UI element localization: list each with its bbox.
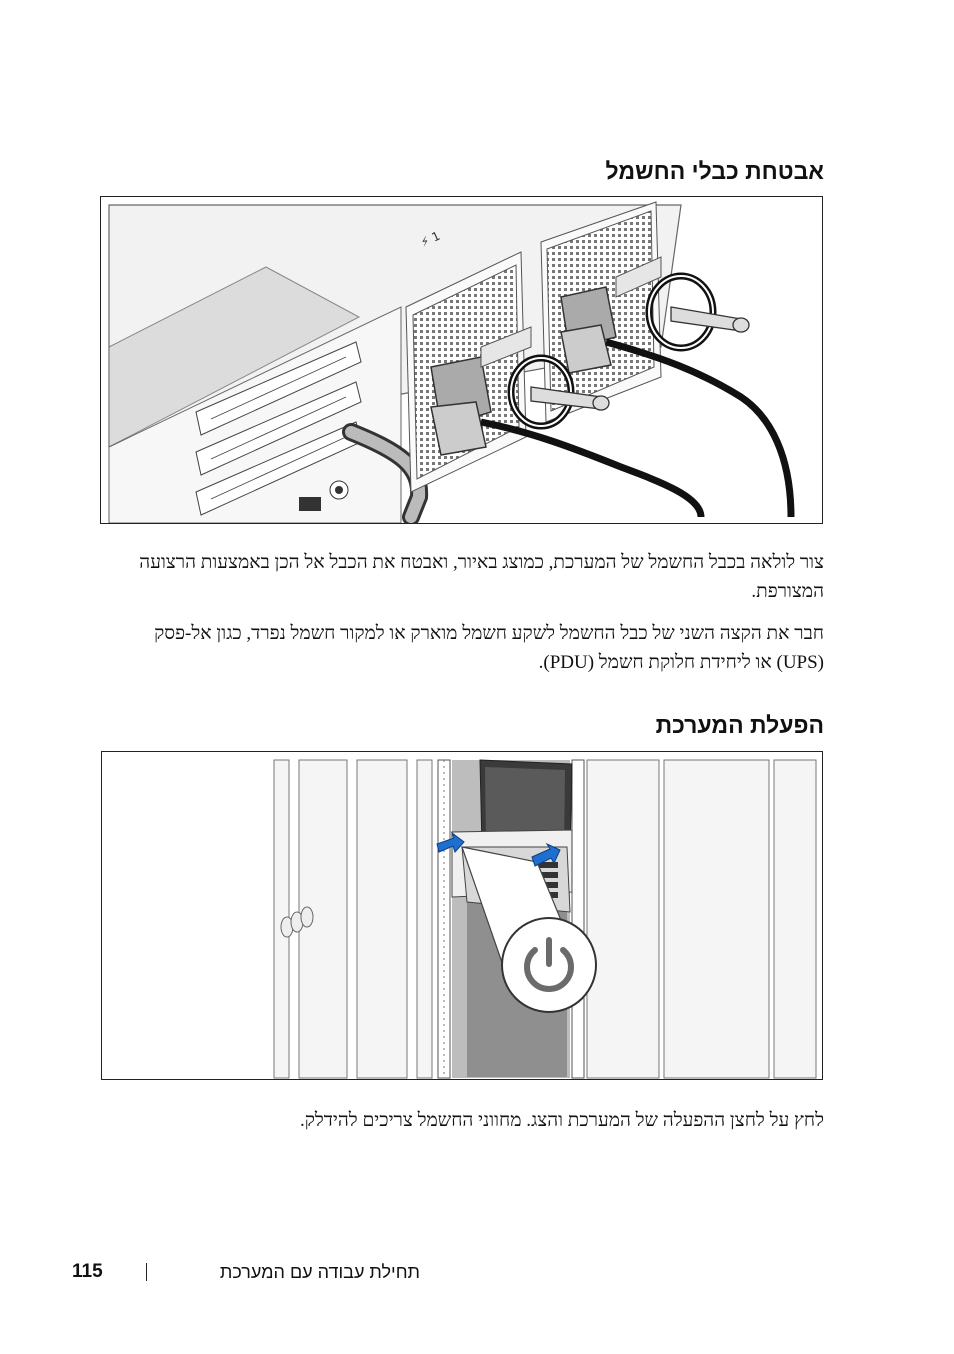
paragraph-press-power: לחץ על לחצן ההפעלה של המערכת והצג. מחווני החשמל צריכים להידלק. bbox=[299, 1110, 824, 1131]
page-number: 115 bbox=[72, 1261, 103, 1282]
svg-text:⚡ 1: ⚡ 1 bbox=[418, 228, 443, 250]
power-cable-figure bbox=[100, 196, 823, 524]
paragraph-connect-outlet: חבר את הקצה השני של כבל החשמל לשקע חשמל מוארק או למקור חשמל נפרד, כגון אל-פסק (UPS) או ליחידת חלוקת חשמל (PDU). bbox=[154, 623, 824, 673]
section-heading-power-on: הפעלת המערכת bbox=[655, 712, 824, 738]
power-cable-illustration bbox=[101, 197, 822, 523]
section-heading-power-cables: אבטחת כבלי החשמל bbox=[605, 158, 824, 184]
power-on-illustration bbox=[102, 752, 822, 1079]
power-on-figure bbox=[101, 751, 823, 1080]
footer-divider bbox=[146, 1263, 147, 1281]
footer-chapter-title: תחילת עבודה עם המערכת bbox=[219, 1262, 420, 1282]
paragraph-loop-cable: צור לולאה בכבל החשמל של המערכת, כמוצג באיור, ואבטח את הכבל אל הכן באמצעות הרצועה המצורפת. bbox=[139, 552, 824, 602]
